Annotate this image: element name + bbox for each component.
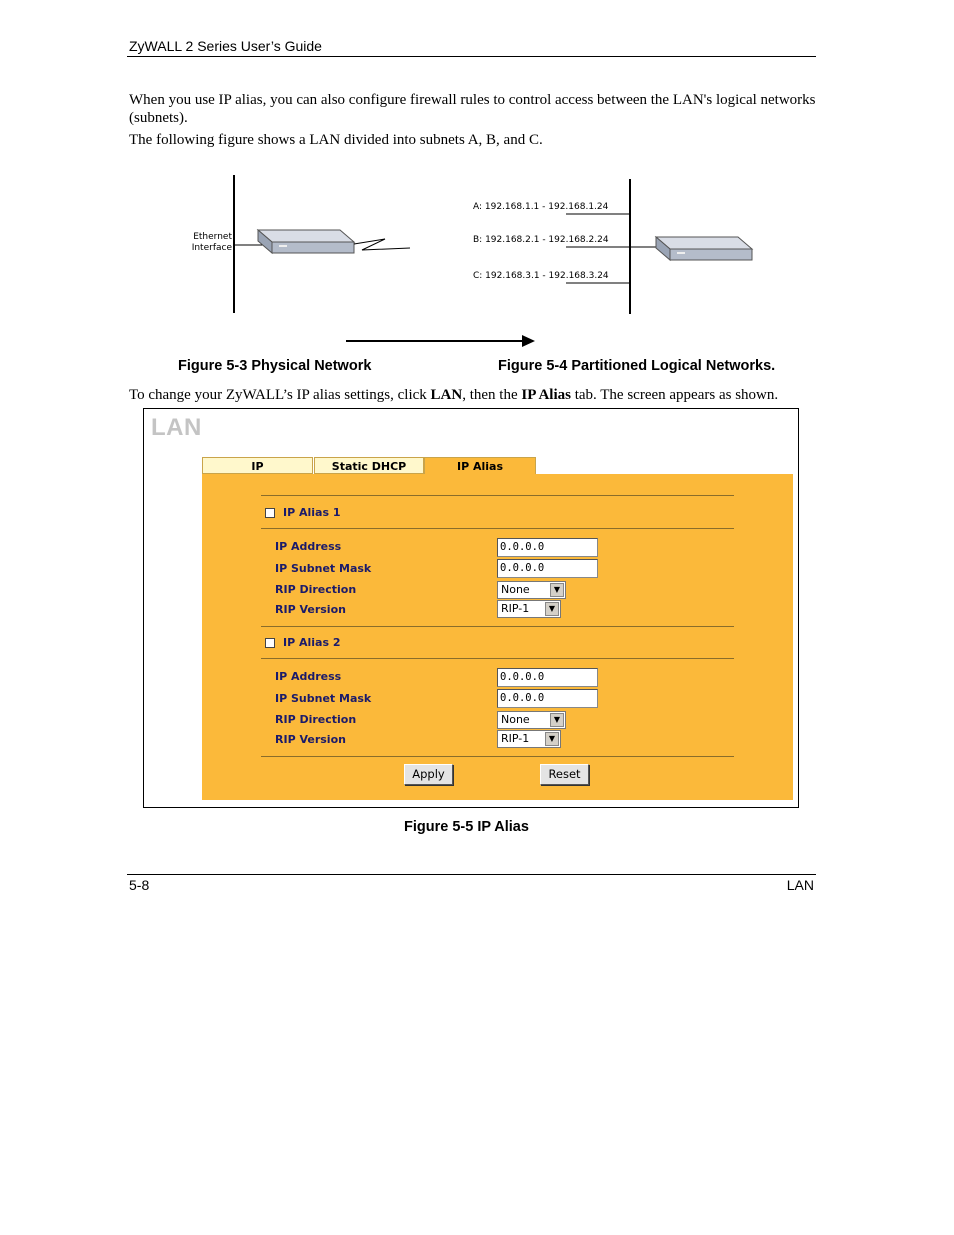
chevron-down-icon: ▼ [550, 583, 564, 597]
subnet-a-label: A: 192.168.1.1 - 192.168.1.24 [473, 202, 609, 212]
alias-2-subnet-mask-input[interactable]: 0.0.0.0 [497, 689, 598, 708]
ip-alias-2-checkbox[interactable] [265, 638, 275, 648]
subnet-mask-label: IP Subnet Mask [275, 692, 372, 705]
rip-direction-label: RIP Direction [275, 713, 357, 726]
network-diagram [0, 0, 954, 360]
ip-alias-1-label: IP Alias 1 [283, 506, 341, 519]
apply-button[interactable]: Apply [404, 764, 453, 785]
tab-static-dhcp[interactable]: Static DHCP [314, 457, 424, 474]
tab-ip-alias[interactable]: IP Alias [424, 457, 536, 475]
running-header: ZyWALL 2 Series User’s Guide [129, 38, 322, 54]
alias-2-ip-address-input[interactable]: 0.0.0.0 [497, 668, 598, 687]
footer-rule [127, 874, 816, 875]
ethernet-label-1: Ethernet [193, 232, 232, 242]
chevron-down-icon: ▼ [545, 602, 559, 616]
link-zigzag [354, 239, 410, 250]
subnet-mask-label: IP Subnet Mask [275, 562, 372, 575]
ip-alias-2-label: IP Alias 2 [283, 636, 341, 649]
subnet-b-label: B: 192.168.2.1 - 192.168.2.24 [473, 235, 609, 245]
zywall-device-icon-left [258, 230, 354, 253]
page-number: 5-8 [129, 877, 150, 893]
ip-alias-1-checkbox[interactable] [265, 508, 275, 518]
rip-direction-label: RIP Direction [275, 583, 357, 596]
figure-caption-5-4: Figure 5-4 Partitioned Logical Networks. [498, 358, 776, 374]
ethernet-label-2: Interface [191, 243, 232, 253]
screen-title: LAN [151, 414, 202, 441]
divider [261, 756, 734, 757]
chevron-down-icon: ▼ [545, 732, 559, 746]
chevron-down-icon: ▼ [550, 713, 564, 727]
ip-address-label: IP Address [275, 670, 342, 683]
intro-paragraph-2: The following figure shows a LAN divided into subnets A, B, and C. [129, 132, 543, 148]
arrow-head-icon [522, 335, 535, 347]
alias-1-rip-direction-select[interactable]: None ▼ [497, 581, 566, 599]
ip-address-label: IP Address [275, 540, 342, 553]
divider [261, 528, 734, 529]
subnet-c-label: C: 192.168.3.1 - 192.168.3.24 [473, 271, 609, 281]
figure-caption-5-3: Figure 5-3 Physical Network [178, 358, 372, 374]
figure-caption-5-5: Figure 5-5 IP Alias [404, 819, 529, 835]
alias-2-rip-version-select[interactable]: RIP-1 ▼ [497, 730, 561, 748]
rip-version-label: RIP Version [275, 603, 346, 616]
divider [261, 495, 734, 496]
alias-1-subnet-mask-input[interactable]: 0.0.0.0 [497, 559, 598, 578]
divider [261, 626, 734, 627]
alias-2-rip-direction-select[interactable]: None ▼ [497, 711, 566, 729]
alias-1-ip-address-input[interactable]: 0.0.0.0 [497, 538, 598, 557]
zywall-device-icon-right [656, 237, 752, 260]
rip-version-label: RIP Version [275, 733, 346, 746]
tab-ip[interactable]: IP [202, 457, 313, 474]
divider [261, 658, 734, 659]
alias-1-rip-version-select[interactable]: RIP-1 ▼ [497, 600, 561, 618]
instruction-paragraph: To change your ZyWALL’s IP alias settings, click LAN, then the IP Alias tab. The screen appears as shown. [129, 387, 779, 403]
reset-button[interactable]: Reset [540, 764, 589, 785]
intro-paragraph-1: When you use IP alias, you can also configure firewall rules to control access between the LAN's logical networks (subnets). [129, 92, 816, 126]
footer-section: LAN [786, 877, 814, 893]
